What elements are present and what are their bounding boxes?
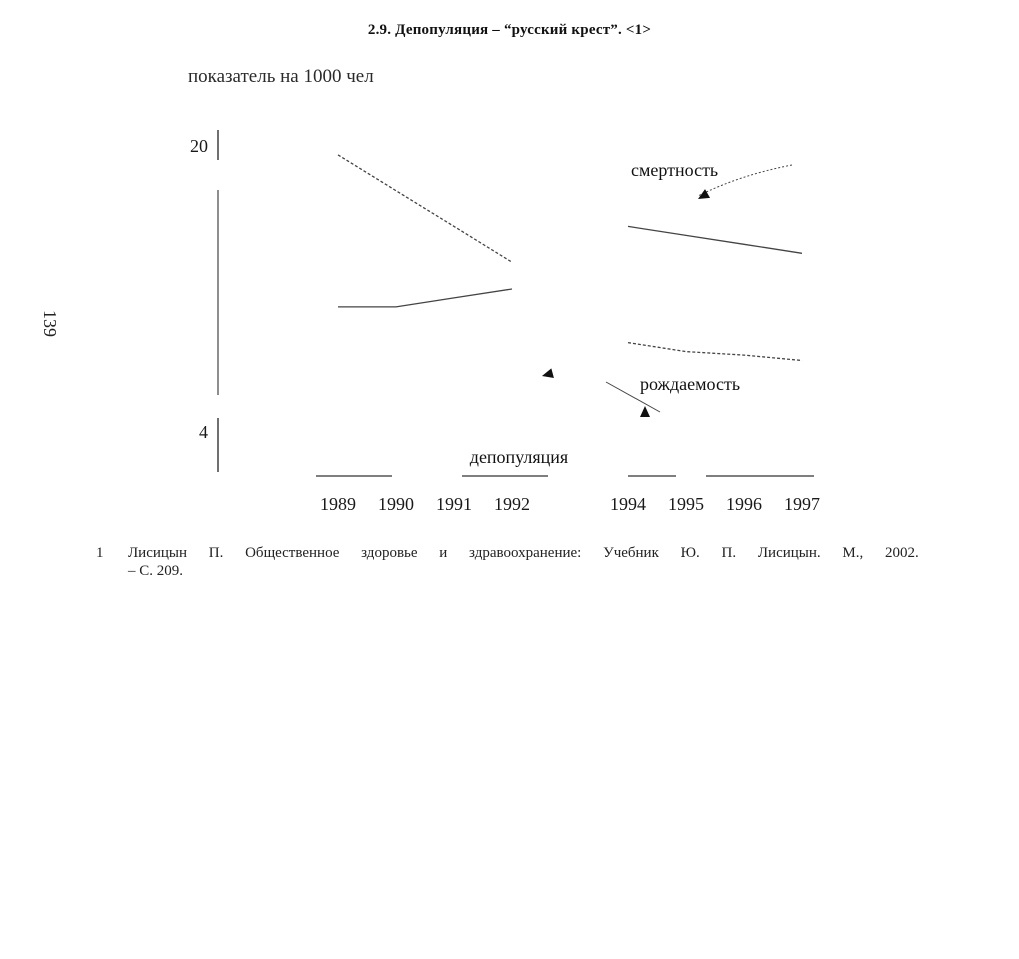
series-layer (338, 155, 802, 361)
series-line-mortality (338, 289, 512, 307)
x-tick-label: 1994 (610, 494, 646, 514)
series-line-birth-rate (338, 155, 512, 262)
x-tick-label: 1990 (378, 494, 414, 514)
x-tick-label: 1996 (726, 494, 762, 514)
footnote-text: Лисицын П. Общественное здоровье и здравоохранение: Учебник Ю. П. Лисицын. М., 2002. (128, 545, 919, 561)
arrow-head-small (541, 368, 554, 381)
footnote-number: 1 (96, 545, 104, 561)
series-line-mortality (628, 226, 802, 253)
x-tick-label: 1989 (320, 494, 356, 514)
x-tick-label: 1992 (494, 494, 530, 514)
footnote-tail: – С. 209. (128, 563, 184, 579)
y-axis-label: показатель на 1000 чел (188, 66, 374, 87)
x-tick-label: 1991 (436, 494, 472, 514)
y-tick-label: 20 (190, 136, 208, 156)
series-line-birth-rate (628, 343, 802, 361)
annotation-layer (470, 160, 792, 467)
x-tick-label: 1997 (784, 494, 820, 514)
annotation-depopulation: депопуляция (469, 447, 569, 467)
x-tick-label: 1995 (668, 494, 704, 514)
annotation-birth-rate: рождаемость (640, 374, 741, 394)
annotation-mortality: смертность (631, 160, 719, 180)
chart-title: 2.9. Депопуляция – “русский крест”. <1> (367, 22, 652, 38)
y-tick-label: 4 (199, 422, 208, 442)
page-number: 139 (40, 310, 60, 337)
arrow-head-birth-rate (640, 406, 650, 417)
